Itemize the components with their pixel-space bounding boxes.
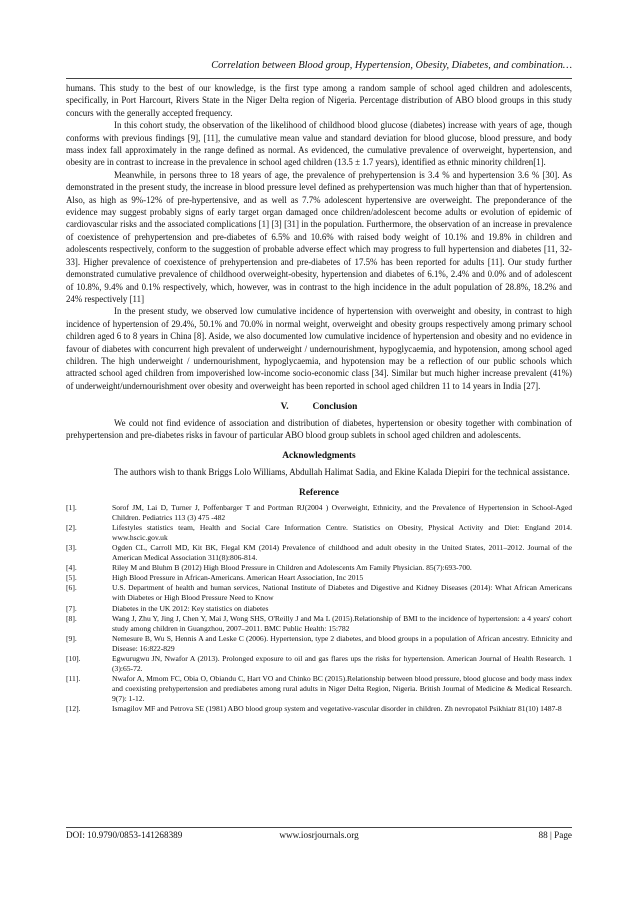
reference-text: Diabetes in the UK 2012: Key statistics on diabetes bbox=[112, 603, 269, 613]
reference-text: Ismagilov MF and Petrova SE (1981) ABO blood group system and vegetative-vascular disorder in children. Zh nevropatol Psikhiatr 81(10) 1487-8 bbox=[112, 704, 562, 714]
reference-number: [9]. bbox=[66, 633, 77, 643]
reference-list bbox=[66, 503, 572, 715]
conclusion-text: We could not find evidence of association and distribution of diabetes, hypertension or obesity together with combination of prehypertension and pre-diabetes risks in favour of particular ABO blood group sublets in school aged children and adolescents. bbox=[66, 417, 572, 440]
reference-item bbox=[66, 563, 572, 573]
reference-text: Sorof JM, Lai D, Turner J, Poffenbarger T and Portman RJ(2004 ) Overweight, Ethnicity, and the Prevalence of Hypertension in School-Aged Children. Pediatrics 113 (3) 475 -482 bbox=[112, 502, 572, 522]
reference-text: Ogden CL, Carroll MD, Kit BK, Flegal KM (2014) Prevalence of childhood and adult obesity in the United States, 2011–2012. Journal of the American Medical Association 311(8):806-814. bbox=[112, 542, 572, 563]
conclusion-heading bbox=[66, 401, 572, 413]
reference-item bbox=[66, 634, 572, 654]
reference-item bbox=[66, 614, 572, 634]
reference-item bbox=[66, 503, 572, 523]
reference-text: U.S. Department of health and human services, National Institute of Diabetes and Digestive and Kidney Diseases (2014): What African Americans with Diabetes or High Blood Pressure Need to Know bbox=[112, 583, 572, 603]
reference-text: Wang J, Zhu Y, Jing J, Chen Y, Mai J, Wong SHS, O'Reilly J and Ma L (2015).Relationship of BMI to the incidence of hypertension: a 4 years' cohort study among children in Guangzhou, 2007–2011. BMC Public Health: 15:782 bbox=[112, 613, 572, 633]
footer-rule bbox=[66, 827, 572, 828]
reference-text: Nemesure B, Wu S, Hennis A and Leske C (2006). Hypertension, type 2 diabetes, and blood groups in a population of African ancestry. Ethnicity and Disease: 16:822-829 bbox=[112, 633, 572, 653]
reference-number: [3]. bbox=[66, 542, 77, 552]
section-title: Conclusion bbox=[312, 402, 358, 413]
reference-item bbox=[66, 543, 572, 563]
footer-page-number: 88 | Page bbox=[538, 830, 572, 840]
reference-text: Riley M and Bluhm B (2012) High Blood Pressure in Children and Adolescents Am Family Physician. 85(7):693-700. bbox=[112, 563, 472, 573]
running-header: Correlation between Blood group, Hypertension, Obesity, Diabetes, and combination… bbox=[211, 60, 572, 71]
reference-number: [6]. bbox=[66, 583, 77, 593]
reference-number: [12]. bbox=[66, 704, 81, 714]
reference-text: Lifestyles statistics team, Health and Social Care Information Centre. Statistics on Obesity, Physical Activity and Diet: England 2014. www.hscic.gov.uk bbox=[112, 522, 572, 542]
body-paragraph: In this cohort study, the observation of the likelihood of childhood blood glucose (diabetes) increase with years of age, though conforms with previous findings [9], [11], the cumulative mean value and standard deviation for blood glucose, blood pressure, and body mass index fall approximately in the range defined as normal. As evidenced, the cumulative prevalence of overweight, hypertension, and obesity are in contrast to increase in the prevalence in school aged children (13.5 ± 1.7 years), identified as ethnic minority children[1]. bbox=[66, 120, 572, 168]
reference-number: [10]. bbox=[66, 654, 81, 663]
reference-text: Nwafor A, Mmom FC, Obia O, Obiandu C, Hart VO and Chinko BC (2015).Relationship between blood pressure, blood glucose and body mass index and coexisting prehypertension and prediabetes among rural adults in Niger Delta Region, Nigeria. British Journal of Medicine & Medical Research. 9(7): 1-12. bbox=[112, 674, 572, 704]
reference-item bbox=[66, 583, 572, 603]
reference-number: [8]. bbox=[66, 613, 77, 623]
article-body bbox=[66, 82, 572, 715]
reference-item bbox=[66, 654, 572, 674]
reference-text: Egwurugwu JN, Nwafor A (2013). Prolonged exposure to oil and gas flares ups the risks for hypertension. American Journal of Health Research. 1 (3):65-72. bbox=[112, 654, 572, 674]
reference-item bbox=[66, 523, 572, 543]
acknowledgments-heading: Acknowledgments bbox=[282, 451, 356, 462]
page-footer bbox=[66, 830, 572, 844]
reference-item bbox=[66, 674, 572, 704]
reference-number: [2]. bbox=[66, 522, 77, 532]
footer-doi: DOI: 10.9790/0853-141268389 bbox=[66, 830, 183, 840]
body-paragraph: In the present study, we observed low cumulative incidence of hypertension with overweight and obesity, in contrast to high incidence of hypertension of 29.4%, 50.1% and 70.0% in normal weight, overweight and obesity groups respectively among primary school children aged 6 to 8 years in China [8]. Aside, we also documented low cumulative incidence of hypertension and obesity and no evidence in favour of diabetes with concurrent high prevalent of underweight / undernourishment, hypoglycaemia, and hypotension, among school aged children. The high underweight / undernourishment, hypoglycaemia, and hypotension may be a reflection of our public schools which attracted school aged children from impoverished low-income socio-economic class [34]. Similar but much higher increase prevalent (41%) of underweight/undernourishment over obesity and overweight has been reported in school aged children 11 to 14 years in India [27]. bbox=[66, 306, 572, 391]
references-heading: Reference bbox=[299, 488, 339, 499]
footer-website: www.iosrjournals.org bbox=[279, 830, 359, 840]
acknowledgments-text: The authors wish to thank Briggs Lolo Williams, Abdullah Halimat Sadia, and Ekine Kalada Diepiri for the technical assistance. bbox=[114, 466, 570, 477]
reference-number: [5]. bbox=[66, 573, 77, 583]
body-paragraph: Meanwhile, in persons three to 18 years of age, the prevalence of prehypertension is 3.4 % and hypertension 3.6 % [30]. As demonstrated in the present study, the increase in blood pressure level defined as prehypertension was much higher than that of hypertension. Also, as high as 9%-12% of pre-hypertensive, and as well as 7.7% adolescent hypertensive are overweight. The preponderance of the evidence may suggest probably signs of early target organ damaged once children/adolescent become adults or evolution of epidemic of cardiovascular risks and the associated complications [1] [3] [31] in the population. Furthermore, the observation of an increase in prevalence of coexistence of prehypertension and pre-diabetes of 6.5% and 10.6% with raised body weight of 10.1% and 19.8% in children and adolescents respectively, conform to the suggestion of probable adverse effect which may progress to full hypertension and diabetes [11, 32-33]. Higher prevalence of coexistence of prehypertension and pre-diabetes of 17.5% has been reported for adults [11]. Our study further demonstrated cumulative prevalence of childhood overweight-obesity, hypertension and diabetes of 6.1%, 2.4% and 0.0% and of adolescent of 10.8%, 9.4% and 0.1% respectively, which, however, was in contrast to the high incidence in the adult population of 28.8%, 18.2% and 24% respectively [11] bbox=[66, 169, 572, 304]
body-paragraph: humans. This study to the best of our knowledge, is the first type among a random sample of school aged children and adolescents, specifically, in Port Harcourt, Rivers State in the Niger Delta region of Nigeria. Percentage distribution of ABO blood groups in this study concurs with the generally accepted frequency. bbox=[66, 83, 572, 118]
reference-number: [1]. bbox=[66, 502, 77, 512]
section-number: V. bbox=[280, 402, 289, 413]
reference-item bbox=[66, 573, 572, 583]
reference-number: [4]. bbox=[66, 563, 77, 573]
reference-item bbox=[66, 604, 572, 614]
reference-number: [11]. bbox=[66, 674, 81, 684]
reference-text: High Blood Pressure in African-Americans. American Heart Association, Inc 2015 bbox=[112, 573, 364, 583]
header-rule bbox=[66, 78, 572, 79]
reference-number: [7]. bbox=[66, 603, 77, 613]
reference-item bbox=[66, 704, 572, 714]
